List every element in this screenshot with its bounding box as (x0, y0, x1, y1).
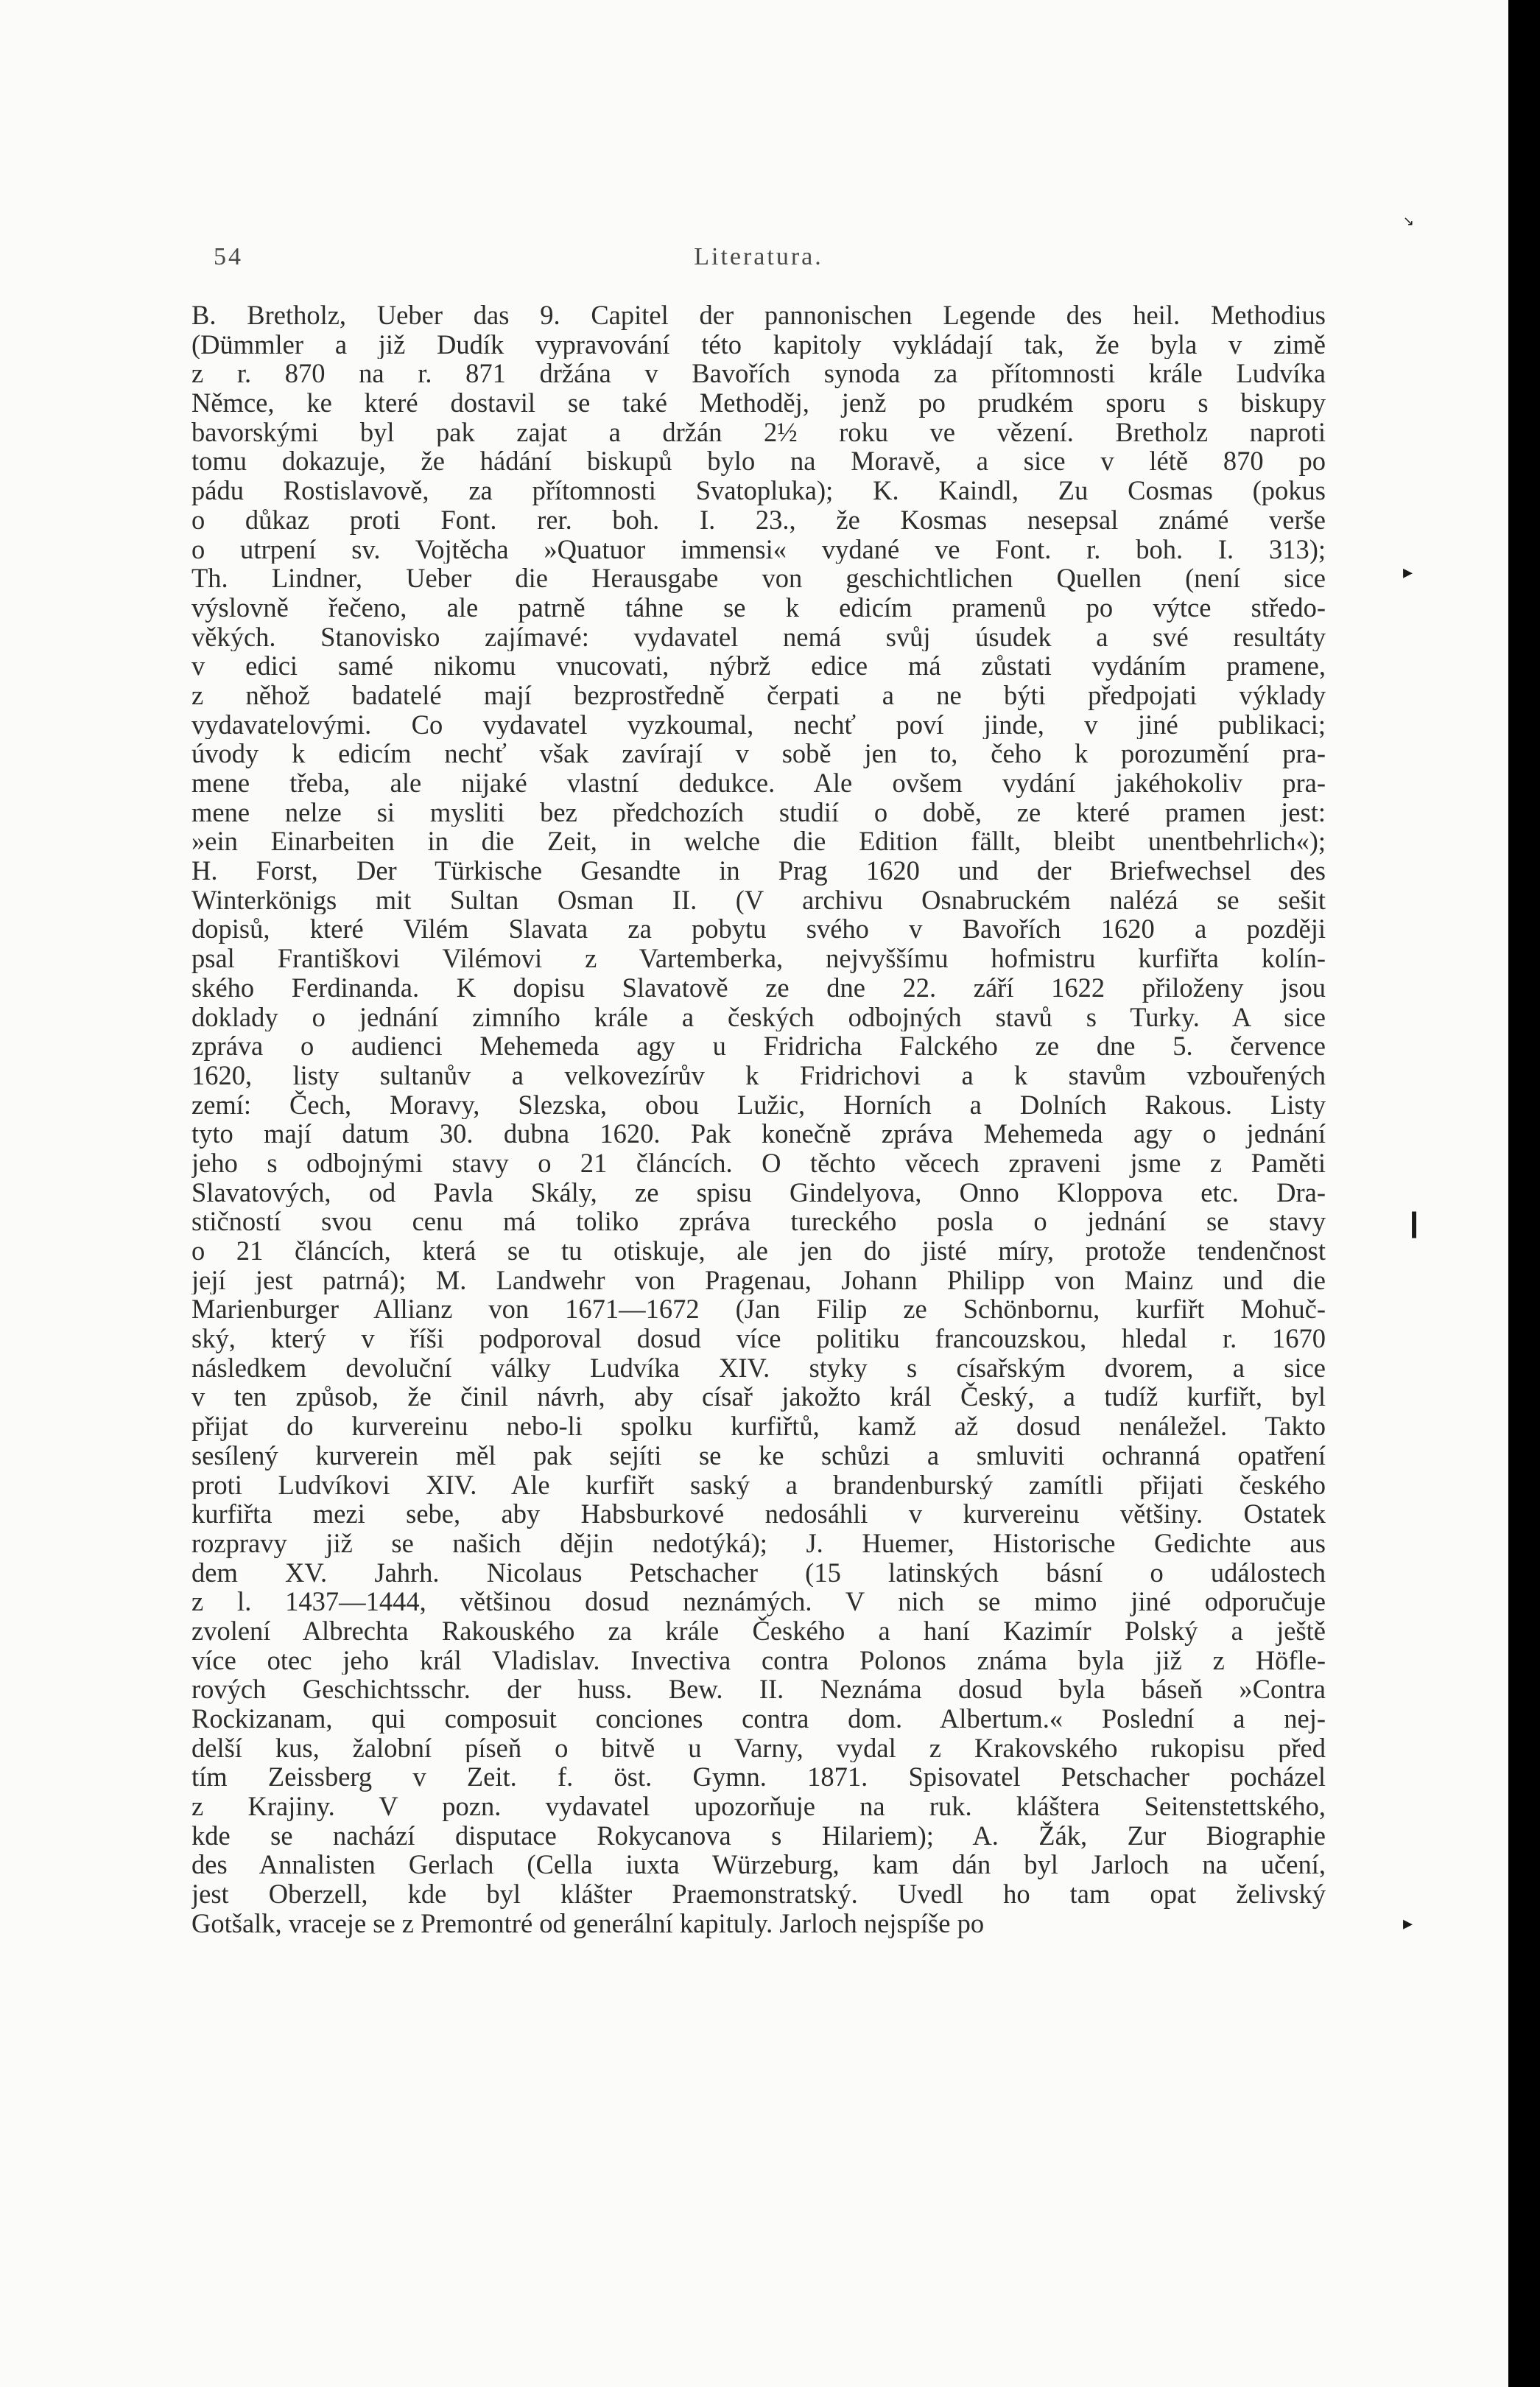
text-line: jest Oberzell, kde byl klášter Praemonstratský. Uvedl ho tam opat želivský (191, 1879, 1326, 1909)
text-line: z l. 1437—1444, většinou dosud neznámých. V nich se mimo jiné odporučuje (191, 1587, 1326, 1616)
text-line: Gotšalk, vraceje se z Premontré od generální kapituly. Jarloch nejspíše po (191, 1908, 985, 1938)
text-line: rových Geschichtsschr. der huss. Bew. II. Neznáma dosud byla báseň »Contra (191, 1675, 1326, 1704)
text-line: Rockizanam, qui composuit conciones contra dom. Albertum.« Poslední a nej- (191, 1704, 1326, 1734)
text-line: jeho s odbojnými stavy o 21 článcích. O těchto věcech zpraveni jsme z Paměti (191, 1148, 1326, 1178)
page-header (184, 243, 1333, 280)
text-line: výslovně řečeno, ale patrně táhne se k edicím pramenů po výtce středo- (191, 592, 1326, 623)
text-line: následkem devoluční války Ludvíka XIV. styky s císařským dvorem, a sice (191, 1353, 1326, 1383)
text-line: vydavatelovými. Co vydavatel vyzkoumal, nechť poví jinde, v jiné publikaci; (191, 709, 1326, 740)
text-line: mene třeba, ale nijaké vlastní dedukce. Ale ovšem vydání jakéhokoliv pra- (191, 768, 1326, 798)
text-line: psal Františkovi Vilémovi z Vartemberka, nejvyššímu hofmistru kurfiřta kolín- (191, 944, 1326, 973)
text-line: Th. Lindner, Ueber die Herausgabe von geschichtlichen Quellen (není sice (191, 564, 1326, 593)
margin-tick-mark: ↘ (1403, 214, 1415, 229)
text-line: kurfiřta mezi sebe, aby Habsburkové nedosáhli v kurvereinu většiny. Ostatek (191, 1499, 1326, 1529)
text-line: tomu dokazuje, že hádání biskupů bylo na Moravě, a sice v létě 870 po (191, 446, 1326, 477)
text-line: v edici samé nikomu vnucovati, nýbrž edice má zůstati vydáním pramene, (191, 651, 1326, 681)
text-line: zvolení Albrechta Rakouského za krále Českého a haní Kazimír Polský a ještě (191, 1616, 1326, 1646)
text-line: dopisů, které Vilém Slavata za pobytu svého v Bavořích 1620 a později (191, 914, 1326, 944)
text-line: o důkaz proti Font. rer. boh. I. 23., že Kosmas nesepsal známé verše (191, 505, 1326, 535)
text-line: sesílený kurverein měl pak sejíti se ke schůzi a smluviti ochranná opatření (191, 1440, 1326, 1471)
text-line: o utrpení sv. Vojtěcha »Quatuor immensi« vydané ve Font. r. boh. I. 313); (191, 534, 1326, 564)
margin-arrow-mark: ▸ (1403, 561, 1413, 583)
text-line: ského Ferdinanda. K dopisu Slavatově ze dne 22. září 1622 přiloženy jsou (191, 972, 1326, 1003)
margin-arrow-mark: ▸ (1403, 1913, 1413, 1935)
text-line: rozpravy již se našich dějin nedotýká); J. Huemer, Historische Gedichte aus (191, 1528, 1326, 1558)
text-line: dem XV. Jahrh. Nicolaus Petschacher (15 latinských básní o událostech (191, 1557, 1326, 1588)
margin-bar-mark: ❙ (1403, 1208, 1426, 1238)
text-line: z Krajiny. V pozn. vydavatel upozorňuje na ruk. kláštera Seitenstettského, (191, 1792, 1326, 1821)
text-line: pádu Rostislavově, za přítomnosti Svatopluka); K. Kaindl, Zu Cosmas (pokus (191, 476, 1326, 505)
text-line: proti Ludvíkovi XIV. Ale kurfiřt saský a brandenburský zamítli přijati českého (191, 1470, 1326, 1500)
text-line: (Dümmler a již Dudík vypravování této kapitoly vykládají tak, že byla v zimě (191, 329, 1326, 360)
text-line: 1620, listy sultanův a velkovezírův k Fridrichovi a k stavům vzbouřených (191, 1060, 1326, 1090)
text-line: H. Forst, Der Türkische Gesandte in Prag 1620 und der Briefwechsel des (191, 856, 1326, 886)
text-line: její jest patrná); M. Landwehr von Pragenau, Johann Philipp von Mainz und die (191, 1265, 1326, 1295)
text-line: doklady o jednání zimního krále a českých odbojných stavů s Turky. A sice (191, 1002, 1326, 1032)
text-line: des Annalisten Gerlach (Cella iuxta Würzeburg, kam dán byl Jarloch na učení, (191, 1850, 1326, 1880)
text-line: kde se nachází disputace Rokycanova s Hilariem); A. Žák, Zur Biographie (191, 1820, 1326, 1851)
text-line: delší kus, žalobní píseň o bitvě u Varny, vydal z Krakovského rukopisu před (191, 1733, 1326, 1763)
text-line: úvody k edicím nechť však zavírají v sobě jen to, čeho k porozumění pra- (191, 739, 1326, 768)
text-line: Marienburger Allianz von 1671—1672 (Jan Filip ze Schönbornu, kurfiřt Mohuč- (191, 1294, 1326, 1325)
text-line: »ein Einarbeiten in die Zeit, in welche die Edition fällt, bleibt unentbehrlich«); (191, 827, 1326, 857)
text-line: z r. 870 na r. 871 držána v Bavořích synoda za přítomnosti krále Ludvíka (191, 359, 1326, 389)
running-title: Literatura. (694, 243, 823, 270)
text-line: Němce, ke které dostavil se také Methoděj, jenž po prudkém sporu s biskupy (191, 388, 1326, 418)
text-line: věkých. Stanovisko zajímavé: vydavatel nemá svůj úsudek a své resultáty (191, 622, 1326, 652)
text-line: B. Bretholz, Ueber das 9. Capitel der pannonischen Legende des heil. Methodius (191, 301, 1326, 330)
page-number: 54 (214, 243, 243, 270)
text-line: přijat do kurvereinu nebo-li spolku kurfiřtů, kamž až dosud nenáležel. Takto (191, 1412, 1326, 1441)
text-line: tyto mají datum 30. dubna 1620. Pak konečně zpráva Mehemeda agy o jednání (191, 1119, 1326, 1149)
text-line: bavorskými byl pak zajat a držán 2½ roku ve vězení. Bretholz naproti (191, 417, 1326, 447)
text-line: zpráva o audienci Mehemeda agy u Fridricha Falckého ze dne 5. července (191, 1031, 1326, 1061)
text-line: v ten způsob, že činil návrh, aby císař jakožto král Český, a tudíž kurfiřt, byl (191, 1382, 1326, 1412)
text-line: o 21 článcích, která se tu otiskuje, ale jen do jisté míry, protože tendenčnost (191, 1236, 1326, 1266)
text-line: z něhož badatelé mají bezprostředně čerpati a ne býti předpojati výklady (191, 680, 1326, 710)
text-line: mene nelze si mysliti bez předchozích studií o době, ze které pramen jest: (191, 797, 1326, 827)
text-line: zemí: Čech, Moravy, Slezska, obou Lužic, Horních a Dolních Rakous. Listy (191, 1090, 1326, 1120)
text-line: Winterkönigs mit Sultan Osman II. (V archivu Osnabruckém nalézá se sešit (191, 885, 1326, 915)
text-line: ský, který v říši podporoval dosud více politiku francouzskou, hledal r. 1670 (191, 1324, 1326, 1353)
text-line: tím Zeissberg v Zeit. f. öst. Gymn. 1871. Spisovatel Petschacher pocházel (191, 1762, 1326, 1792)
body-text (191, 301, 1326, 1938)
text-line: stičností svou cenu má toliko zpráva tureckého posla o jednání se stavy (191, 1207, 1326, 1236)
text-line: Slavatových, od Pavla Skály, ze spisu Gindelyova, Onno Kloppova etc. Dra- (191, 1177, 1326, 1207)
text-line: více otec jeho král Vladislav. Invectiva contra Polonos známa byla již z Höfle- (191, 1645, 1326, 1675)
